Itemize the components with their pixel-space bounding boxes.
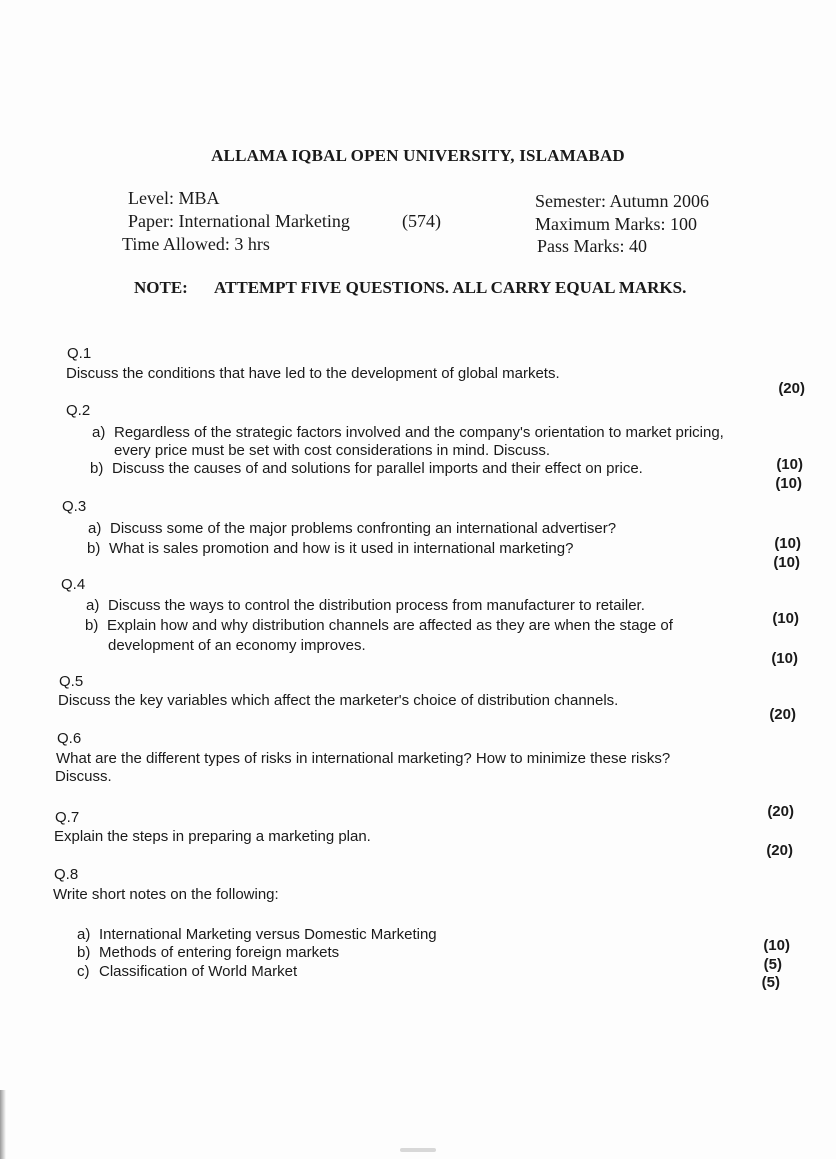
question-1-label: Q.1 (67, 345, 92, 362)
question-4b (85, 617, 673, 634)
question-2a (92, 424, 724, 441)
question-8a-line1: International Marketing versus Domestic Marketing (99, 926, 437, 943)
level-info: Level: MBA (128, 188, 220, 208)
question-2a-marks: (10) (776, 456, 803, 473)
question-3b-line1: What is sales promotion and how is it used in international marketing? (109, 540, 574, 557)
scan-edge-shadow (0, 1090, 6, 1159)
question-2b-letter: b) (90, 460, 104, 477)
question-7-label: Q.7 (55, 809, 80, 826)
question-8c (77, 963, 297, 980)
question-6-line1: What are the different types of risks in international marketing? How to minimize these risks? (56, 750, 671, 767)
university-title: ALLAMA IQBAL OPEN UNIVERSITY, ISLAMABAD (211, 146, 625, 165)
question-2b-marks: (10) (775, 475, 802, 492)
question-2a-letter: a) (92, 424, 106, 441)
scan-smudge (400, 1148, 436, 1152)
question-5-text: Discuss the key variables which affect the marketer's choice of distribution channels. (58, 692, 619, 709)
question-6-line2: Discuss. (55, 768, 112, 785)
question-3a (88, 520, 616, 537)
question-8-text: Write short notes on the following: (53, 886, 279, 903)
question-5-label: Q.5 (59, 673, 84, 690)
question-3b-letter: b) (87, 540, 101, 557)
semester-info: Semester: Autumn 2006 (535, 191, 709, 211)
question-3b-marks: (10) (773, 554, 800, 571)
paper-code: (574) (402, 211, 441, 231)
question-1-marks: (20) (778, 380, 805, 397)
time-allowed: Time Allowed: 3 hrs (122, 234, 270, 254)
question-8b (77, 944, 339, 961)
question-4a-line1: Discuss the ways to control the distribution process from manufacturer to retailer. (108, 597, 645, 614)
question-3a-line1: Discuss some of the major problems confronting an international advertiser? (110, 520, 617, 537)
question-4b-marks: (10) (771, 650, 798, 667)
question-8c-letter: c) (77, 963, 90, 980)
question-8b-letter: b) (77, 944, 91, 961)
note-label: NOTE: (134, 278, 188, 297)
question-4b-line2: development of an economy improves. (108, 637, 366, 654)
question-6-label: Q.6 (57, 730, 82, 747)
question-8b-line1: Methods of entering foreign markets (99, 944, 340, 961)
question-4b-line1: Explain how and why distribution channels are affected as they are when the stage of (107, 617, 673, 634)
question-3-label: Q.3 (62, 498, 87, 515)
question-4-label: Q.4 (61, 576, 86, 593)
paper-info: Paper: International Marketing (128, 211, 350, 231)
question-4a-marks: (10) (772, 610, 799, 627)
question-7-marks: (20) (766, 842, 793, 859)
instructions-note (134, 278, 686, 298)
question-6-marks: (20) (767, 803, 794, 820)
question-2a-line1: Regardless of the strategic factors involved and the company's orientation to market pricing, (114, 424, 724, 441)
question-8a (77, 926, 437, 943)
note-text: ATTEMPT FIVE QUESTIONS. ALL CARRY EQUAL MARKS. (214, 278, 687, 297)
question-7-text: Explain the steps in preparing a marketing plan. (54, 828, 371, 845)
pass-marks: Pass Marks: 40 (537, 236, 648, 256)
question-8b-marks: (5) (763, 956, 782, 973)
question-3a-marks: (10) (774, 535, 801, 552)
question-8c-line1: Classification of World Market (99, 963, 298, 980)
question-4a (86, 597, 645, 614)
question-5-marks: (20) (769, 706, 796, 723)
question-2b-line1: Discuss the causes of and solutions for parallel imports and their effect on price. (112, 460, 643, 477)
question-4b-letter: b) (85, 617, 99, 634)
question-3a-letter: a) (88, 520, 102, 537)
question-8c-marks: (5) (761, 974, 780, 991)
question-8a-letter: a) (77, 926, 91, 943)
question-4a-letter: a) (86, 597, 100, 614)
question-2-label: Q.2 (66, 402, 91, 419)
question-2a-line2: every price must be set with cost considerations in mind. Discuss. (114, 442, 551, 459)
question-2b (90, 460, 643, 477)
question-3b (87, 540, 573, 557)
maximum-marks: Maximum Marks: 100 (535, 214, 697, 234)
question-1-text: Discuss the conditions that have led to the development of global markets. (66, 365, 560, 382)
question-8a-marks: (10) (763, 937, 790, 954)
question-8-label: Q.8 (54, 866, 79, 883)
